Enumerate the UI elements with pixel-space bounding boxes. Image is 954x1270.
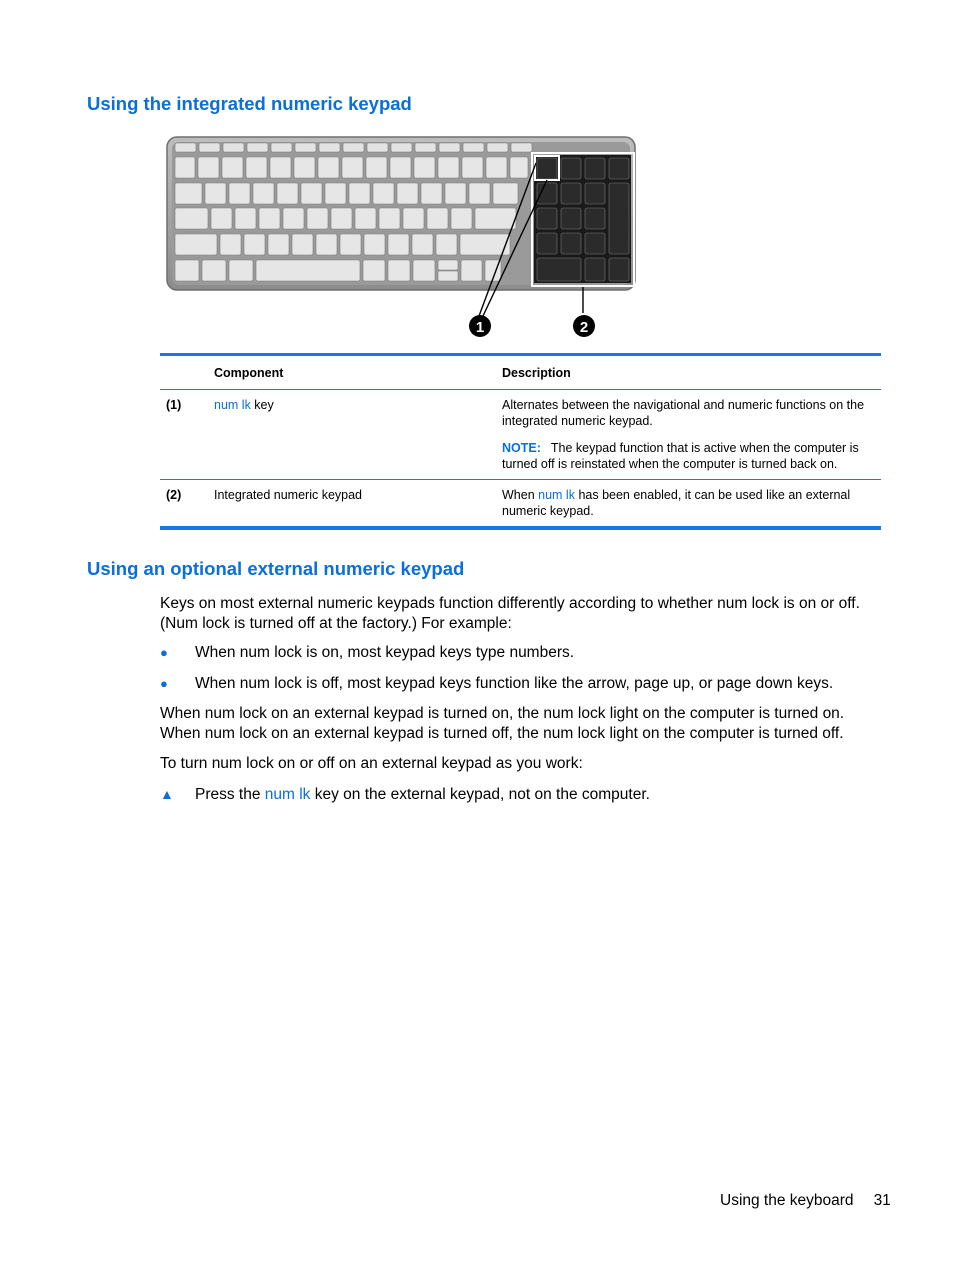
- function-key: [487, 143, 508, 152]
- function-key: [199, 143, 220, 152]
- function-key: [439, 143, 460, 152]
- keyboard-key: [229, 183, 250, 204]
- keyboard-key: [340, 234, 361, 255]
- keyboard-key: [414, 157, 435, 178]
- keyboard-key: [259, 208, 280, 229]
- keyboard-key: [256, 260, 360, 281]
- table-row: [160, 480, 881, 529]
- bullet-text: When num lock is on, most keypad keys type numbers.: [195, 644, 575, 661]
- table-row: [160, 390, 881, 480]
- keyboard-key: [379, 208, 400, 229]
- keypad-key: [537, 158, 557, 179]
- keyboard-key: [294, 157, 315, 178]
- keyboard-key: [390, 157, 411, 178]
- keypad-zero-key: [537, 258, 581, 281]
- keyboard-key: [175, 260, 199, 281]
- keyboard-key: [268, 234, 289, 255]
- keyboard-key: [475, 208, 516, 229]
- bullet-icon: ●: [160, 645, 168, 660]
- function-key: [463, 143, 484, 152]
- component-suffix: key: [250, 398, 274, 412]
- note-text: The keypad function that is active when the computer is turned off is reinstated when the computer is turned back on.: [502, 441, 859, 471]
- row-number: (1): [160, 390, 208, 480]
- keyboard-key: [462, 157, 483, 178]
- keyboard-key: [486, 157, 507, 178]
- keyboard-key: [301, 183, 322, 204]
- keyboard-illustration: [163, 133, 643, 343]
- keypad-key: [585, 208, 605, 229]
- keyboard-key: [413, 260, 435, 281]
- keyboard-key: [388, 260, 410, 281]
- header-description: Description: [496, 355, 881, 390]
- bullet-icon: ●: [160, 676, 168, 691]
- note: [502, 440, 875, 472]
- num-lk-link[interactable]: num lk: [214, 398, 251, 412]
- arrow-key: [438, 271, 458, 281]
- function-key: [175, 143, 196, 152]
- function-key: [223, 143, 244, 152]
- row-description: [496, 480, 881, 529]
- keyboard-key: [493, 183, 518, 204]
- callout-2-number: 2: [579, 319, 589, 336]
- keyboard-key: [292, 234, 313, 255]
- header-number: [160, 355, 208, 390]
- num-lk-link[interactable]: num lk: [264, 786, 311, 803]
- keypad-key: [585, 233, 605, 254]
- step-text: [195, 785, 650, 805]
- keyboard-key: [510, 157, 528, 178]
- keyboard-key: [202, 260, 226, 281]
- keypad-key: [609, 158, 629, 179]
- keypad-key: [537, 208, 557, 229]
- description-suffix: has been enabled, it can be used like an external numeric keypad.: [502, 488, 851, 518]
- function-key: [511, 143, 532, 152]
- keyboard-key: [229, 260, 253, 281]
- keypad-enter-key: [609, 258, 629, 281]
- keyboard-key: [373, 183, 394, 204]
- keyboard-key: [246, 157, 267, 178]
- callout-1-number: 1: [475, 319, 485, 336]
- keypad-key: [585, 183, 605, 204]
- page-footer: [720, 1192, 891, 1210]
- function-key: [295, 143, 316, 152]
- function-key: [319, 143, 340, 152]
- keyboard-key: [175, 183, 202, 204]
- page-number: 31: [873, 1192, 891, 1209]
- keyboard-key: [436, 234, 457, 255]
- function-key: [391, 143, 412, 152]
- function-key: [271, 143, 292, 152]
- keypad-key: [561, 208, 581, 229]
- num-lk-link[interactable]: num lk: [538, 488, 575, 502]
- component-table: [160, 353, 881, 530]
- keyboard-key: [175, 234, 217, 255]
- keyboard-key: [244, 234, 265, 255]
- keypad-key: [561, 183, 581, 204]
- row-component: [208, 390, 496, 480]
- keyboard-key: [270, 157, 291, 178]
- keyboard-key: [364, 234, 385, 255]
- keyboard-key: [222, 157, 243, 178]
- step-suffix: key on the external keypad, not on the computer.: [310, 786, 650, 803]
- keyboard-key: [355, 208, 376, 229]
- keyboard-key: [220, 234, 241, 255]
- keyboard-key: [175, 208, 208, 229]
- keyboard-key: [198, 157, 219, 178]
- keypad-key: [585, 158, 605, 179]
- keyboard-key: [412, 234, 433, 255]
- arrow-key: [438, 260, 458, 270]
- section-heading-external-keypad: Using an optional external numeric keypad: [87, 558, 465, 579]
- bullet-text: When num lock is off, most keypad keys function like the arrow, page up, or page down keys.: [195, 675, 834, 692]
- keyboard-key: [211, 208, 232, 229]
- keyboard-key: [388, 234, 409, 255]
- keyboard-key: [469, 183, 490, 204]
- keypad-key: [537, 233, 557, 254]
- header-component: Component: [208, 355, 496, 390]
- description-prefix: When: [502, 488, 539, 502]
- keyboard-key: [253, 183, 274, 204]
- keyboard-key: [205, 183, 226, 204]
- row-component: Integrated numeric keypad: [214, 488, 363, 502]
- keyboard-key: [342, 157, 363, 178]
- function-key: [367, 143, 388, 152]
- keypad-key: [561, 158, 581, 179]
- keyboard-key: [403, 208, 424, 229]
- description-text: Alternates between the navigational and numeric functions on the integrated numeric keypad.: [502, 398, 865, 428]
- keypad-plus-key: [609, 183, 629, 254]
- note-label: NOTE:: [502, 441, 541, 455]
- row-number: (2): [166, 488, 182, 502]
- triangle-step-icon: ▲: [160, 786, 174, 802]
- keyboard-key: [421, 183, 442, 204]
- num-lock-light-paragraph: When num lock on an external keypad is turned on, the num lock light on the computer is turned on. When num lock on an external keypad is turned off, the num lock light on the computer is turned off.: [160, 705, 845, 742]
- table-header-row: [160, 355, 881, 390]
- keyboard-key: [235, 208, 256, 229]
- procedure-intro: To turn num lock on or off on an external keypad as you work:: [160, 755, 583, 772]
- keyboard-key: [331, 208, 352, 229]
- intro-paragraph: Keys on most external numeric keypads function differently according to whether num lock is on or off. (Num lock is turned off at the factory.) For example:: [160, 595, 860, 632]
- keypad-key: [561, 233, 581, 254]
- keyboard-key: [283, 208, 304, 229]
- keyboard-key: [349, 183, 370, 204]
- keyboard-key: [438, 157, 459, 178]
- keyboard-key: [445, 183, 466, 204]
- footer-section-title: Using the keyboard: [720, 1192, 854, 1209]
- keyboard-key: [397, 183, 418, 204]
- keyboard-key: [318, 157, 339, 178]
- function-key: [247, 143, 268, 152]
- arrow-key: [461, 260, 482, 281]
- keyboard-key: [366, 157, 387, 178]
- step-prefix: Press the: [195, 786, 265, 803]
- keyboard-key: [325, 183, 346, 204]
- keyboard-key: [451, 208, 472, 229]
- keyboard-key: [307, 208, 328, 229]
- keyboard-key: [363, 260, 385, 281]
- function-key: [415, 143, 436, 152]
- keypad-decimal-key: [585, 258, 605, 281]
- section-heading-integrated-keypad: Using the integrated numeric keypad: [87, 93, 412, 114]
- keyboard-key: [277, 183, 298, 204]
- row-description: [496, 390, 881, 480]
- function-key: [343, 143, 364, 152]
- keyboard-key: [427, 208, 448, 229]
- keyboard-key: [316, 234, 337, 255]
- keyboard-key: [175, 157, 195, 178]
